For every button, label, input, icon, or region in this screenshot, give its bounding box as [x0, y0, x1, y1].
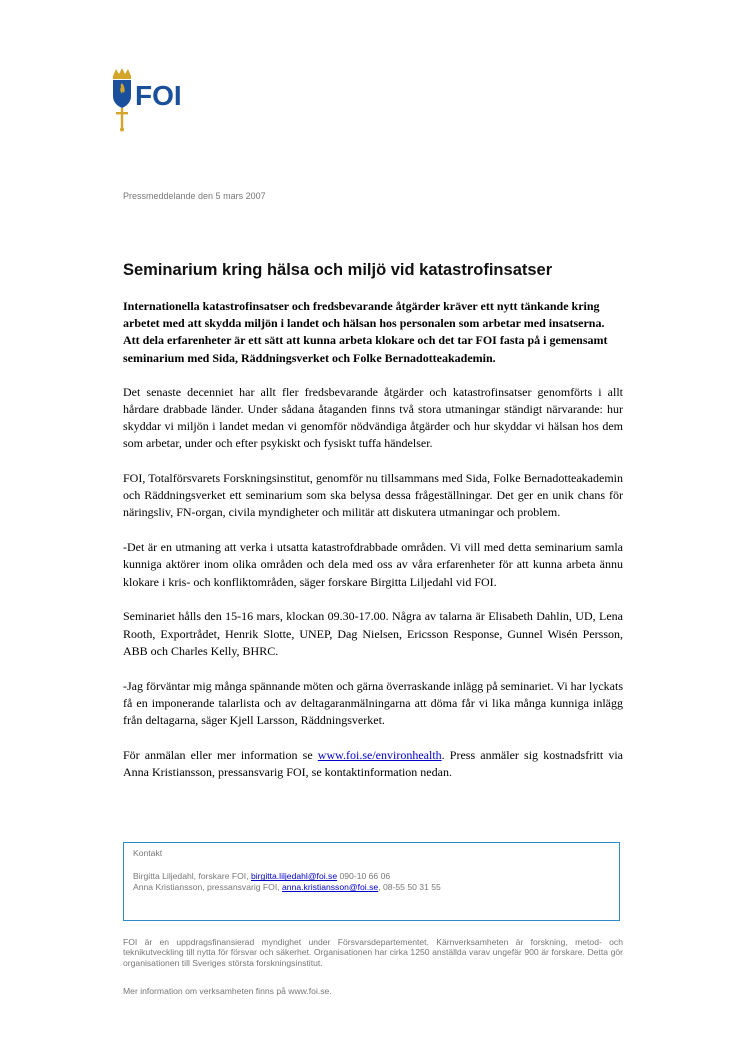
email-link-liljedahl[interactable]: birgitta.liljedahl@foi.se	[250, 871, 338, 882]
body-paragraph-3: -Det är en utmaning att verka i utsatta katastrofdrabbade områden. Vi vill med detta seminarium samla kunniga aktörer inom olika områden och dela med oss av våra erfarenheter för att kunna arbeta ännu klokare i kris- och konfliktområden, säger forskare Birgitta Liljedahl vid FOI.	[123, 540, 623, 589]
lead-paragraph: Internationella katastrofinsatser och fredsbevarande åtgärder kräver ett nytt tänkande kring arbetet med att skydda miljön i landet och hälsan hos personalen som arbetar med insatserna. Att dela erfarenheter är ett sätt att kunna arbeta klokare och det tar FOI fasta på i gemensamt seminarium med Sida, Räddningsverket och Folke Bernadotteakademin.	[123, 299, 608, 365]
contact-phone: 090-10 66 06	[337, 871, 391, 882]
crown-sword-emblem-icon	[108, 66, 206, 138]
contact-name: Birgitta Liljedahl, forskare FOI,	[133, 871, 251, 882]
environhealth-link[interactable]: www.foi.se/environhealth	[317, 747, 442, 762]
signup-text-after: . Press anmäler sig kostnadsfritt via Anna Kristiansson, pressansvarig FOI, se kontaktinformation nedan.	[123, 747, 623, 780]
body-paragraph-1: Det senaste decenniet har allt fler fredsbevarande åtgärder och katastrofinsatser genomförts i allt hårdare drabbade länder. Under sådana åtaganden finns två stora utmaningar ständigt närvarande: hur skyddar vi miljön i landet medan vi genomför nödvändiga åtgärder och hur skyddar vi hälsan hos dem som arbetar, under och efter psykiskt och fysiskt tuffa händelser.	[123, 384, 623, 451]
contact-box	[123, 842, 620, 921]
footer-about: FOI är en uppdragsfinansierad myndighet under Försvarsdepartementet. Kärnverksamheten är forskning, metod- och teknikutveckling till nytta för försvar och säkerhet. Organisationen har cirka 1250 anställda varav ungefär 900 är forskare. Detta gör organisationen till Sveriges största forskningsinstitut.	[123, 937, 623, 968]
article-body	[123, 298, 623, 799]
body-paragraph-5: -Jag förväntar mig många spännande möten och gärna överraskande inlägg på seminariet. Vi har lyckats få en imponerande talarlista och av deltagaranmälningarna att döma får vi lika många kunniga inlägg från deltagarna, säger Kjell Larsson, Räddningsverket.	[123, 678, 623, 728]
contact-name: Anna Kristiansson, pressansvarig FOI,	[133, 881, 283, 892]
contact-line-kristiansson	[133, 882, 610, 892]
contact-heading: Kontakt	[133, 848, 163, 858]
footer-more-info: Mer information om verksamheten finns på www.foi.se.	[123, 985, 332, 996]
signup-paragraph	[123, 747, 623, 781]
email-link-kristiansson[interactable]: anna.kristiansson@foi.se	[282, 881, 379, 892]
logo-wordmark: FOI	[135, 80, 182, 111]
foi-logo	[108, 66, 206, 138]
contact-phone: , 08-55 50 31 55	[378, 881, 441, 892]
body-paragraph-4: Seminariet hålls den 15-16 mars, klockan 09.30-17.00. Några av talarna är Elisabeth Dahlin, UD, Lena Rooth, Exportrådet, Henrik Slotte, UNEP, Dag Nielsen, Ericsson Response, Gunnel Wisén Persson, ABB och Charles Kelly, BHRC.	[123, 609, 623, 658]
page-title: Seminarium kring hälsa och miljö vid katastrofinsatser	[123, 261, 553, 279]
contact-line-liljedahl	[133, 871, 610, 881]
footer	[123, 937, 623, 996]
body-paragraph-2: FOI, Totalförsvarets Forskningsinstitut, genomför nu tillsammans med Sida, Folke Bernadotteakademin och Räddningsverket ett seminarium som ska belysa dessa frågeställningar. Det ger en unik chans för näringsliv, FN-organ, civila myndigheter och militär att diskutera utmaningar och problem.	[123, 471, 623, 520]
signup-text-before: För anmälan eller mer information se	[123, 747, 318, 762]
press-release-date: Pressmeddelande den 5 mars 2007	[123, 191, 266, 201]
